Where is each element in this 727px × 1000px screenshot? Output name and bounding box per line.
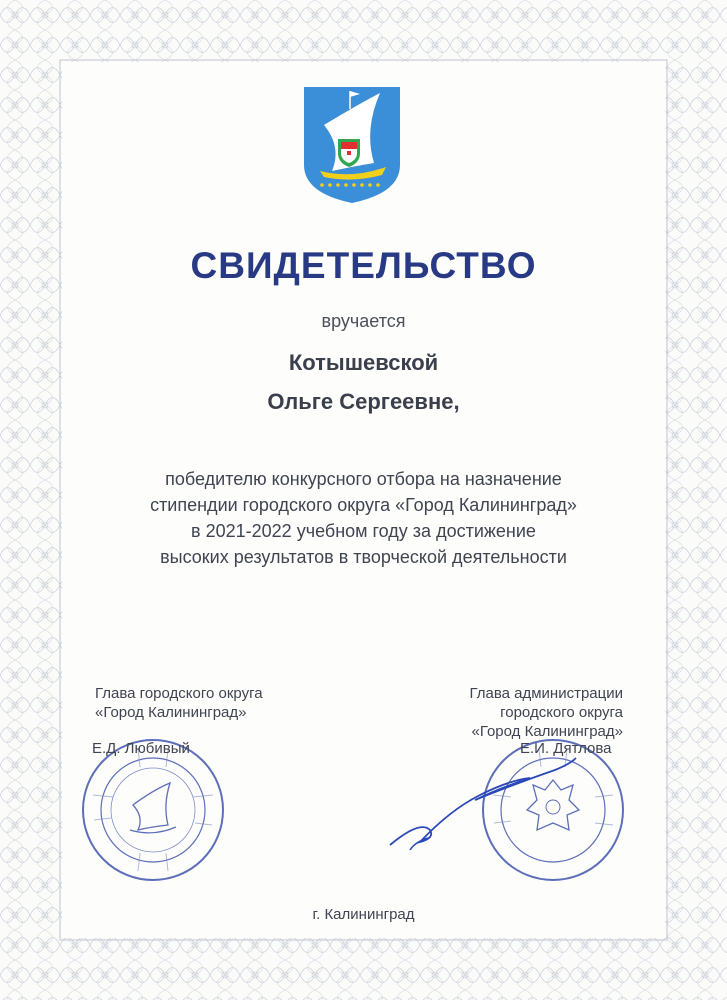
- description-line: победителю конкурсного отбора на назначение: [165, 469, 562, 489]
- description-line: высоких результатов в творческой деятельности: [160, 547, 567, 567]
- coat-of-arms-icon: [302, 85, 402, 205]
- left-signatory-name: Е.Д. Любивый: [92, 740, 190, 757]
- right-position-line: городского округа: [500, 704, 623, 721]
- right-signatory-position: [469, 684, 623, 741]
- description-line: стипендии городского округа «Город Калининград»: [150, 495, 577, 515]
- certificate-title: СВИДЕТЕЛЬСТВО: [190, 245, 537, 286]
- recipient-given-names: Ольге Сергеевне,: [267, 389, 460, 414]
- awarded-text: вручается: [321, 311, 406, 331]
- right-position-line: Глава администрации: [469, 685, 623, 702]
- right-signatory-name: Е.И. Дятлова: [520, 740, 612, 757]
- left-signatory-position: [95, 684, 263, 722]
- description-line: в 2021-2022 учебном году за достижение: [191, 521, 536, 541]
- right-position-line: «Город Калининград»: [471, 723, 623, 740]
- city-name: г. Калининград: [312, 906, 415, 923]
- left-position-line: «Город Калининград»: [95, 704, 247, 721]
- city-head-stamp: [78, 735, 228, 885]
- left-position-line: Глава городского округа: [95, 685, 263, 702]
- handwritten-signature: [380, 750, 580, 860]
- recipient-surname: Котышевской: [288, 350, 439, 375]
